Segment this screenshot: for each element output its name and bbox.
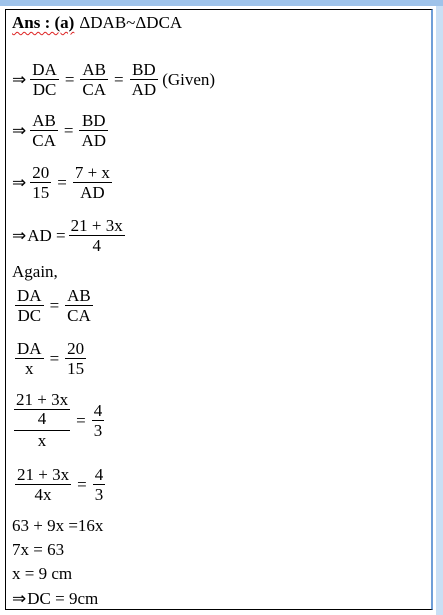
implies-arrow: ⇒ — [12, 120, 27, 141]
numerator: AB — [67, 286, 91, 305]
equation-ratio-given — [12, 60, 215, 99]
denominator: x — [25, 359, 34, 378]
denominator: CA — [67, 306, 91, 325]
outer-denominator: x — [37, 431, 47, 450]
numerator: DA — [17, 286, 42, 305]
denominator: DC — [17, 306, 42, 325]
fraction-bd-ad — [79, 111, 108, 150]
denominator: 4x — [34, 485, 52, 504]
numerator: BD — [81, 111, 106, 130]
equals-sign: = — [49, 348, 60, 368]
window-edge — [436, 6, 443, 615]
denominator: 3 — [93, 421, 103, 440]
equals-sign: = — [76, 410, 86, 430]
equals-sign: = — [57, 172, 67, 192]
equation-x-value — [12, 564, 72, 584]
answer-heading — [12, 13, 182, 33]
numerator: 20 — [32, 163, 50, 182]
denominator: 3 — [94, 485, 104, 504]
equation-da-dc — [12, 286, 96, 325]
denominator: 4 — [92, 236, 101, 255]
equation-ab-ca — [12, 111, 111, 150]
denominator: DC — [32, 80, 57, 99]
fraction-da-dc — [15, 286, 44, 325]
equals-sign: = — [63, 120, 74, 140]
complex-fraction — [14, 391, 70, 450]
inner-denominator: 4 — [37, 409, 47, 428]
final-answer-text: DC = 9cm — [27, 589, 99, 608]
fraction-bd-ad — [130, 60, 159, 99]
numerator: 4 — [94, 465, 104, 484]
denominator: 15 — [32, 183, 50, 202]
numerator: 21 + 3x — [17, 465, 70, 484]
fraction-20-15 — [30, 163, 51, 202]
fraction-21-3x-4x — [15, 465, 71, 504]
denominator: AD — [81, 131, 107, 150]
fraction-ab-ca — [30, 111, 58, 150]
numerator: DA — [17, 339, 42, 358]
again-text: Again, — [12, 262, 58, 281]
inner-numerator: 21 + 3x — [16, 390, 69, 409]
ad-equals: AD = — [27, 225, 66, 245]
numerator: 21 + 3x — [70, 216, 123, 235]
answer-label: Ans : (a) — [12, 13, 75, 32]
equals-sign: = — [77, 474, 87, 494]
equals-sign: = — [114, 69, 124, 89]
fraction-4-3 — [93, 465, 106, 504]
inner-fraction — [14, 391, 70, 428]
equals-sign: = — [64, 69, 75, 89]
fraction-4-3 — [92, 401, 105, 440]
equation-text: 7x = 63 — [12, 540, 65, 559]
equation-63-9x — [12, 516, 103, 536]
implies-arrow: ⇒ — [12, 589, 27, 609]
given-note: (Given) — [162, 69, 216, 89]
equation-text: x = 9 cm — [12, 564, 73, 583]
again-label — [12, 262, 58, 282]
fraction-da-dc — [30, 60, 59, 99]
numerator: 20 — [67, 339, 85, 358]
numerator: 7 + x — [74, 163, 110, 182]
fraction-21-3x-over-4 — [69, 216, 125, 255]
equation-substitute — [12, 163, 115, 202]
denominator: 15 — [67, 359, 85, 378]
equation-21-3x-over-4x — [12, 465, 108, 504]
denominator: AD — [80, 183, 105, 202]
implies-arrow: ⇒ — [12, 225, 27, 246]
denominator: CA — [32, 131, 56, 150]
equation-7x — [12, 540, 64, 560]
equation-da-x — [12, 339, 89, 378]
equals-sign: = — [49, 295, 60, 315]
final-answer — [12, 589, 98, 609]
numerator: AB — [32, 111, 56, 130]
equation-complex-fraction — [12, 391, 107, 450]
equation-ad-value — [12, 216, 128, 255]
fraction-ab-ca — [65, 286, 93, 325]
implies-arrow: ⇒ — [12, 172, 27, 193]
numerator: DA — [32, 60, 57, 79]
fraction-ab-ca — [80, 60, 108, 99]
numerator: 4 — [93, 401, 103, 420]
denominator: CA — [82, 80, 107, 99]
similarity-statement: ΔDAB~ΔDCA — [79, 13, 183, 32]
fraction-20-15 — [65, 339, 86, 378]
numerator: AB — [82, 60, 107, 79]
implies-arrow: ⇒ — [12, 69, 27, 90]
fraction-7x-ad — [73, 163, 112, 202]
equation-text: 63 + 9x =16x — [12, 516, 104, 535]
fraction-da-x — [15, 339, 44, 378]
numerator: BD — [132, 60, 156, 79]
denominator: AD — [131, 80, 157, 99]
